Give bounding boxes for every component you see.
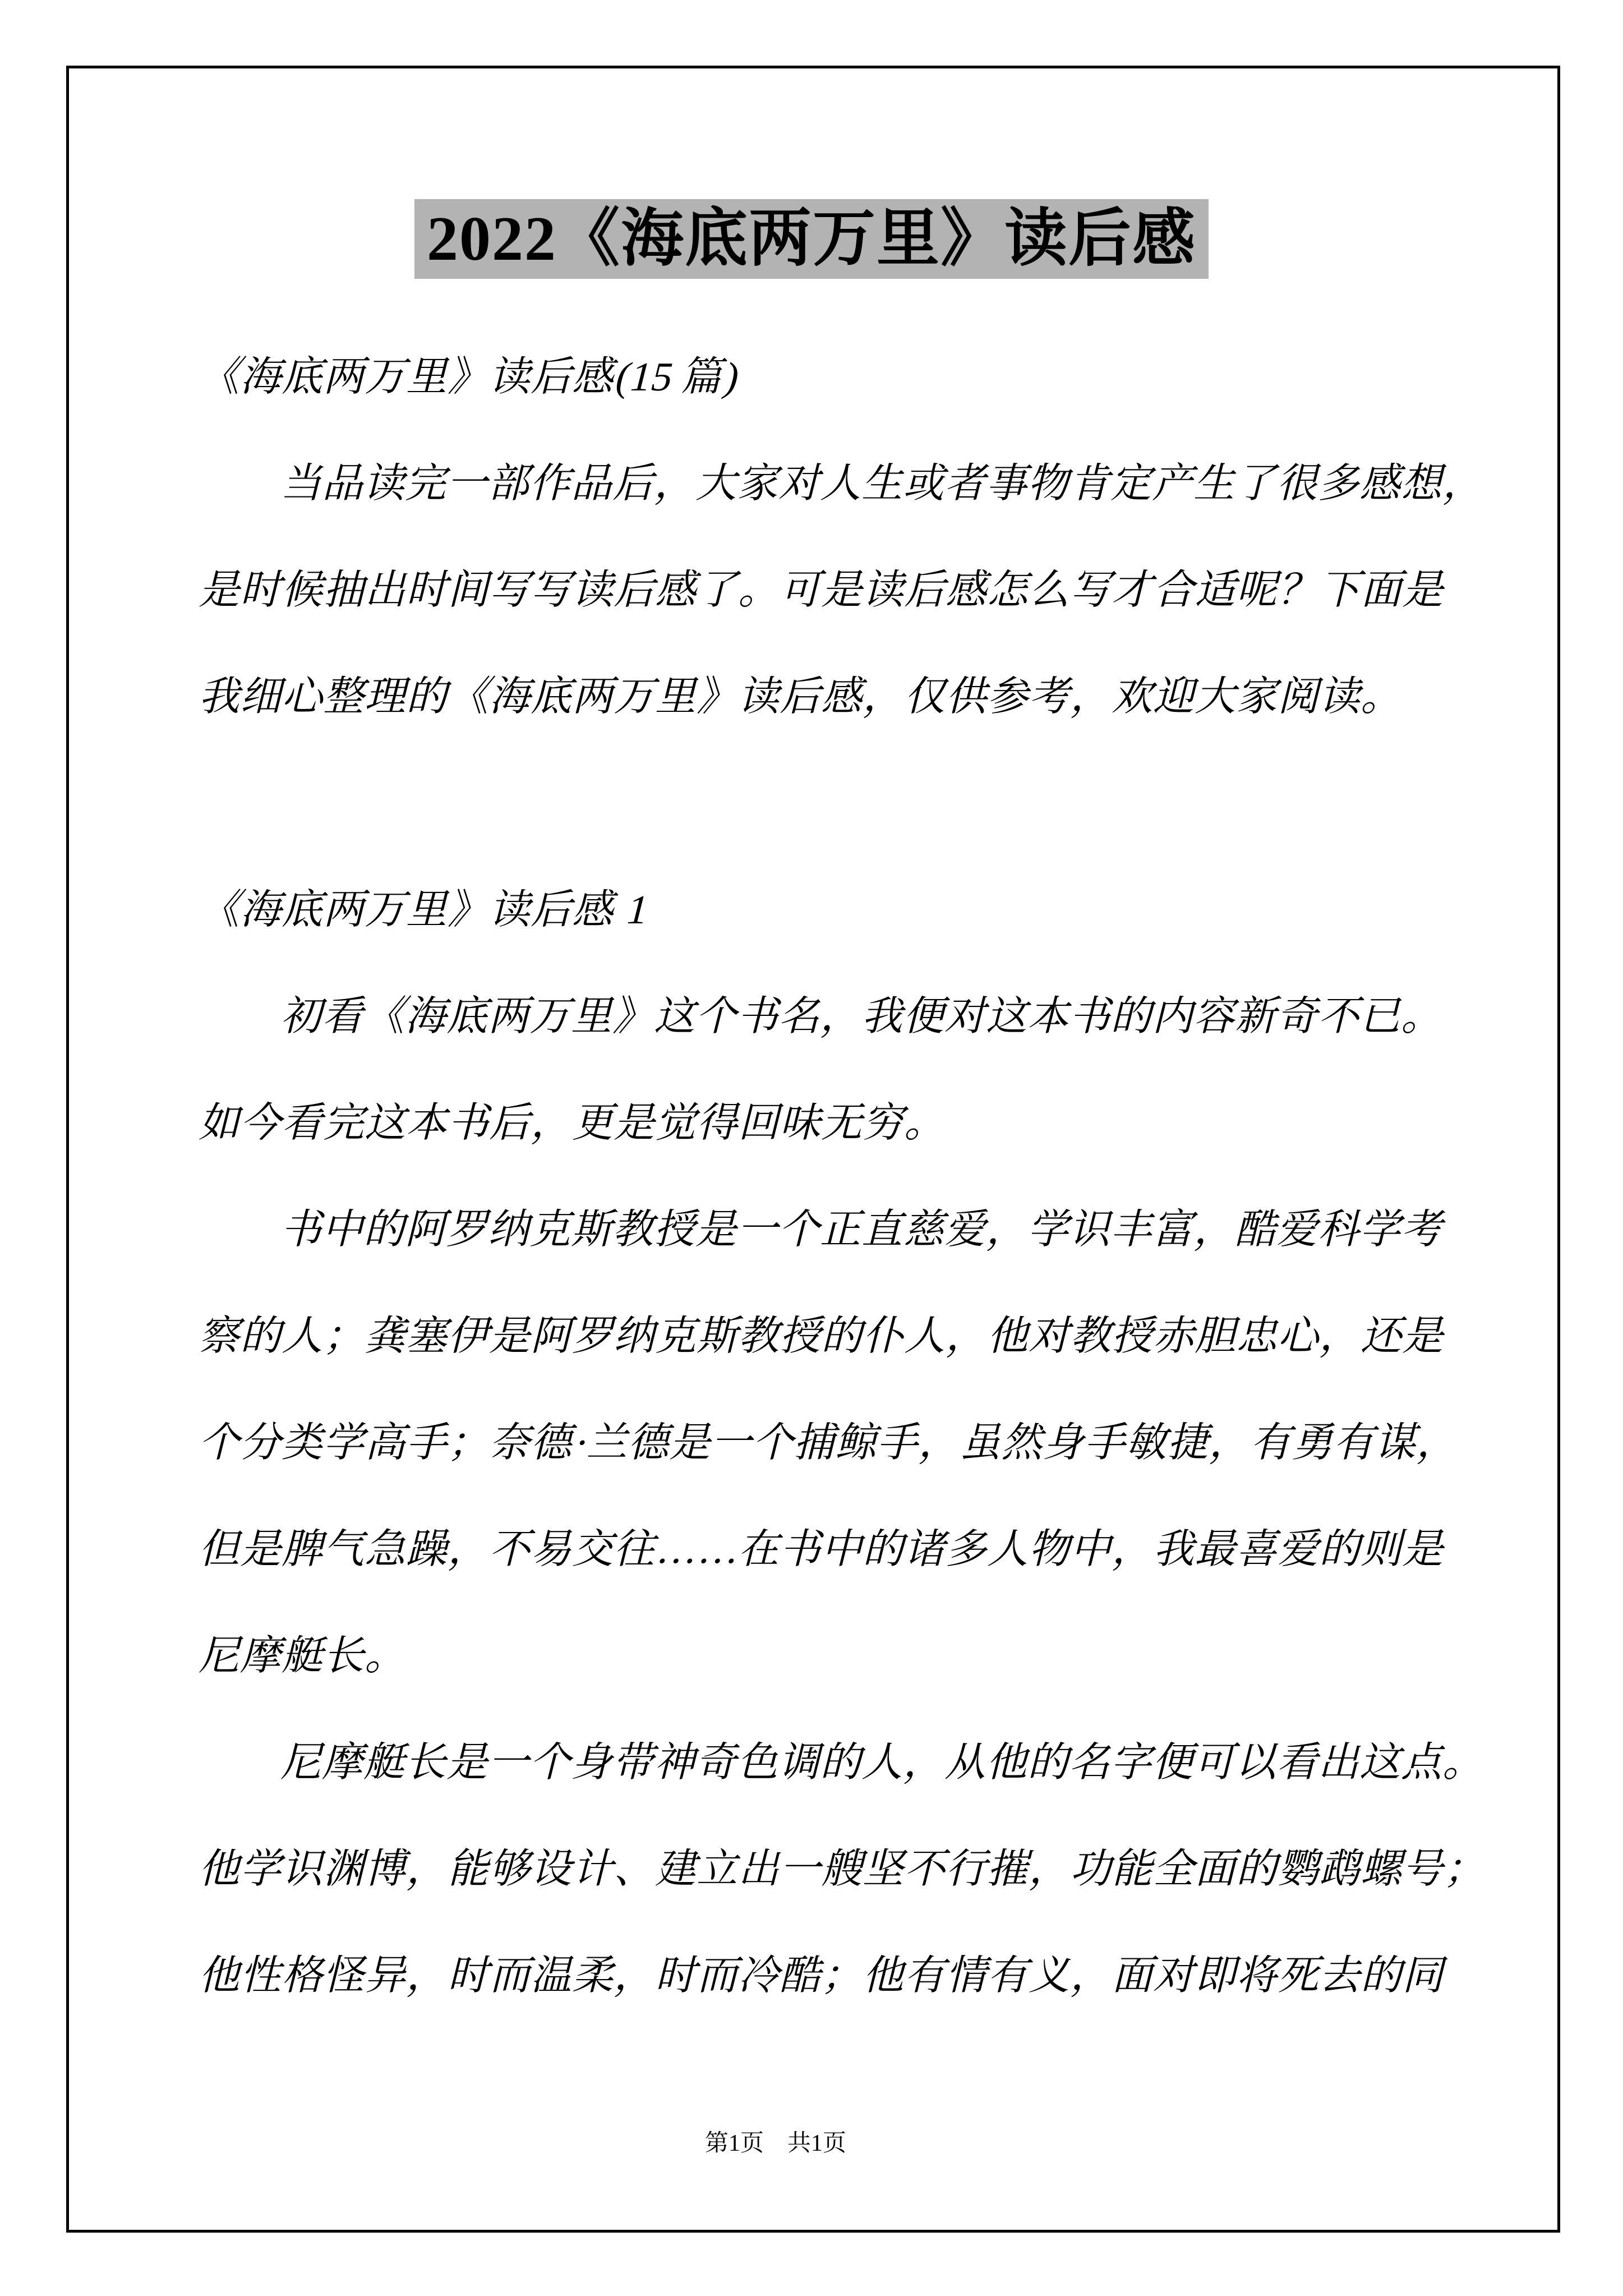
text-line: 尼摩艇长是一个身带神奇色调的人，从他的名字便可以看出这点。 — [278, 1740, 1493, 1785]
text-line: 但是脾气急躁，不易交往……在书中的诸多人物中，我最喜爱的则是 — [196, 1526, 1453, 1572]
text-line: 个分类学高手；奈德·兰德是一个捕鲸手，虽然身手敏捷，有勇有谋， — [196, 1420, 1467, 1465]
text-line: 《海底两万里》读后感(15 篇) — [196, 354, 746, 399]
text-line: 他性格怪异，时而温柔，时而冷酷；他有情有义，面对即将死去的同 — [196, 1953, 1453, 1998]
text-line: 《海底两万里》读后感 1 — [196, 887, 654, 932]
page-footer: 第1页 共1页 — [705, 2131, 847, 2156]
text-line: 我细心整理的《海底两万里》读后感，仅供参考，欢迎大家阅读。 — [196, 674, 1412, 719]
text-line: 如今看完这本书后，更是觉得回味无穷。 — [196, 1100, 955, 1145]
text-line: 书中的阿罗纳克斯教授是一个正直慈爱，学识丰富，酷爱科学考 — [278, 1207, 1452, 1252]
text-line: 是时候抽出时间写写读后感了。可是读后感怎么写才合适呢？下面是 — [196, 567, 1453, 613]
title-row — [0, 199, 1623, 279]
text-line: 察的人；龚塞伊是阿罗纳克斯教授的仆人，他对教授赤胆忠心，还是 — [196, 1313, 1453, 1359]
text-line: 初看《海底两万里》这个书名，我便对这本书的内容新奇不已。 — [278, 993, 1452, 1039]
text-line: 当品读完一部作品后，大家对人生或者事物肯定产生了很多感想， — [278, 461, 1493, 506]
text-line: 尼摩艇长。 — [196, 1633, 416, 1678]
page-title: 2022《海底两万里》读后感 — [414, 199, 1209, 279]
text-line: 他学识渊博，能够设计、建立出一艘坚不行摧，功能全面的鹦鹉螺号； — [196, 1846, 1495, 1892]
